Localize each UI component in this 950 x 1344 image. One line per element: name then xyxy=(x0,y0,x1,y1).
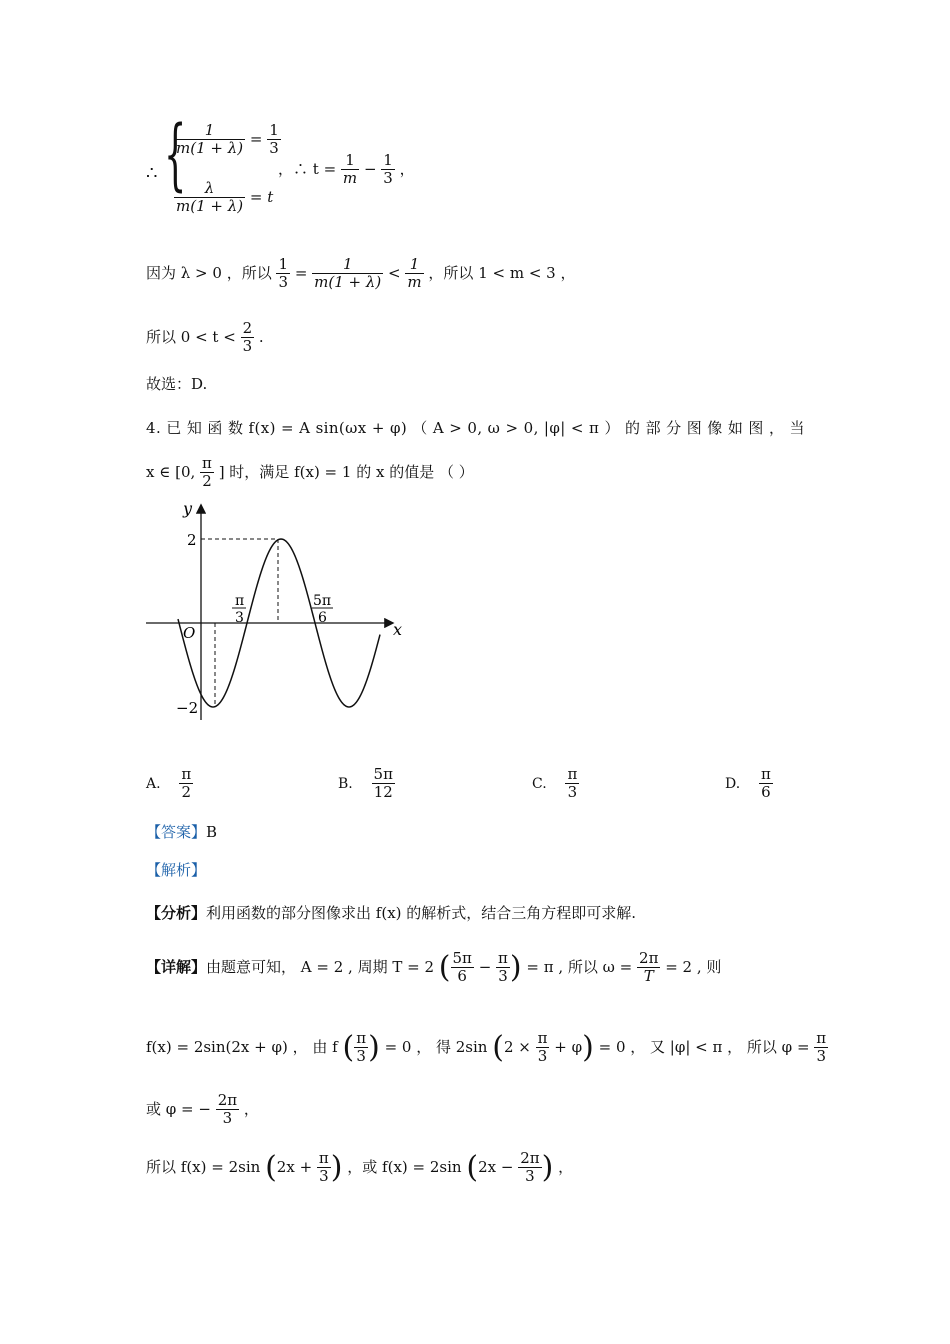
left-brace: { xyxy=(164,110,187,200)
tick1-den: 3 xyxy=(235,610,244,626)
question-line1: 4. 已 知 函 数 f(x) = A sin(ωx + φ) （ A > 0, ω > 0, |φ| < π ） 的 部 分 图 像 如 图 ， 当 xyxy=(146,419,805,437)
system-eq2: $\frac{\lambda}{m(1 + \lambda)}$ = t xyxy=(176,179,274,216)
tick2-num: 5π xyxy=(313,593,332,609)
option-d[interactable]: D. $\frac{\pi}{6}$ xyxy=(725,765,771,802)
options-row xyxy=(0,766,950,816)
origin-label: O xyxy=(183,624,196,642)
detail-tag: 【详解】 xyxy=(146,957,207,976)
sine-graph xyxy=(140,498,420,728)
option-a[interactable]: A. $\frac{\pi}{2}$ xyxy=(146,765,192,802)
fenxi-line: 【分析】利用函数的部分图像求出 f(x) 的解析式，结合三角方程即可求解. xyxy=(146,904,637,922)
tick1-num: π xyxy=(235,593,245,609)
option-c[interactable]: C. $\frac{\pi}{3}$ xyxy=(532,765,578,802)
question-line2: x ∈ [0, $\frac{\pi}{2}$ ] 时，满足 f(x) = 1 的 x 的值是 （ ） xyxy=(146,454,474,491)
option-b[interactable]: B. $\frac{5\pi}{12}$ xyxy=(338,765,393,802)
analysis-tag: 【解析】 xyxy=(146,861,207,879)
system-eq1: $\frac{1}{m(1 + \lambda)}$ = $\frac{1}{3}$ xyxy=(176,121,279,158)
or-line: 或 φ = − $\frac{2\pi}{3}$ ， xyxy=(146,1091,259,1128)
t-range-line: 所以 0 < t < $\frac{2}{3}$ . xyxy=(146,319,264,356)
x-axis-label: x xyxy=(393,620,403,639)
max-label: 2 xyxy=(187,531,197,549)
therefore-symbol: ∴ xyxy=(146,163,158,184)
final-line: 所以 f(x) = 2sin (2x + $\frac{\pi}{3}$ ) ，或 f(x) = 2sin (2x − $\frac{2\pi}{3}$ ) ， xyxy=(146,1149,574,1186)
f-line: f(x) = 2sin(2x + φ) ， 由 f ( $\frac{\pi}{3}$ ) = 0 ， 得 2sin (2 × $\frac{\pi}{3}$ + φ) = 0 ， 又 |φ| < π ， 所以 φ = $\frac{\pi}{3}$ xyxy=(146,1029,827,1066)
choice-line: 故选：D. xyxy=(146,375,208,393)
min-label: −2 xyxy=(176,699,199,717)
answer-line xyxy=(146,821,217,842)
fenxi-tag: 【分析】 xyxy=(146,904,207,922)
tick2-den: 6 xyxy=(318,610,327,626)
system-conclusion: ，∴ t = $\frac{1}{m}$ − $\frac{1}{3}$ ， xyxy=(278,151,415,188)
lambda-line: 因为 λ > 0 ，所以 $\frac{1}{3}$ = $\frac{1}{m(1 + \lambda)}$ < $\frac{1}{m}$ ，所以 1 < m < 3 ， xyxy=(146,255,576,292)
y-axis-label: y xyxy=(183,499,193,518)
answer-tag: 【答案】 xyxy=(146,823,207,841)
detail-line: 【详解】由题意可知， A = 2 , 周期 T = 2 ( $\frac{5\pi}{6}$ − $\frac{\pi}{3}$ ) = π , 所以 ω = $\frac{2\pi}{T}$ = 2 , 则 xyxy=(146,949,722,986)
answer-value: B xyxy=(206,823,218,841)
